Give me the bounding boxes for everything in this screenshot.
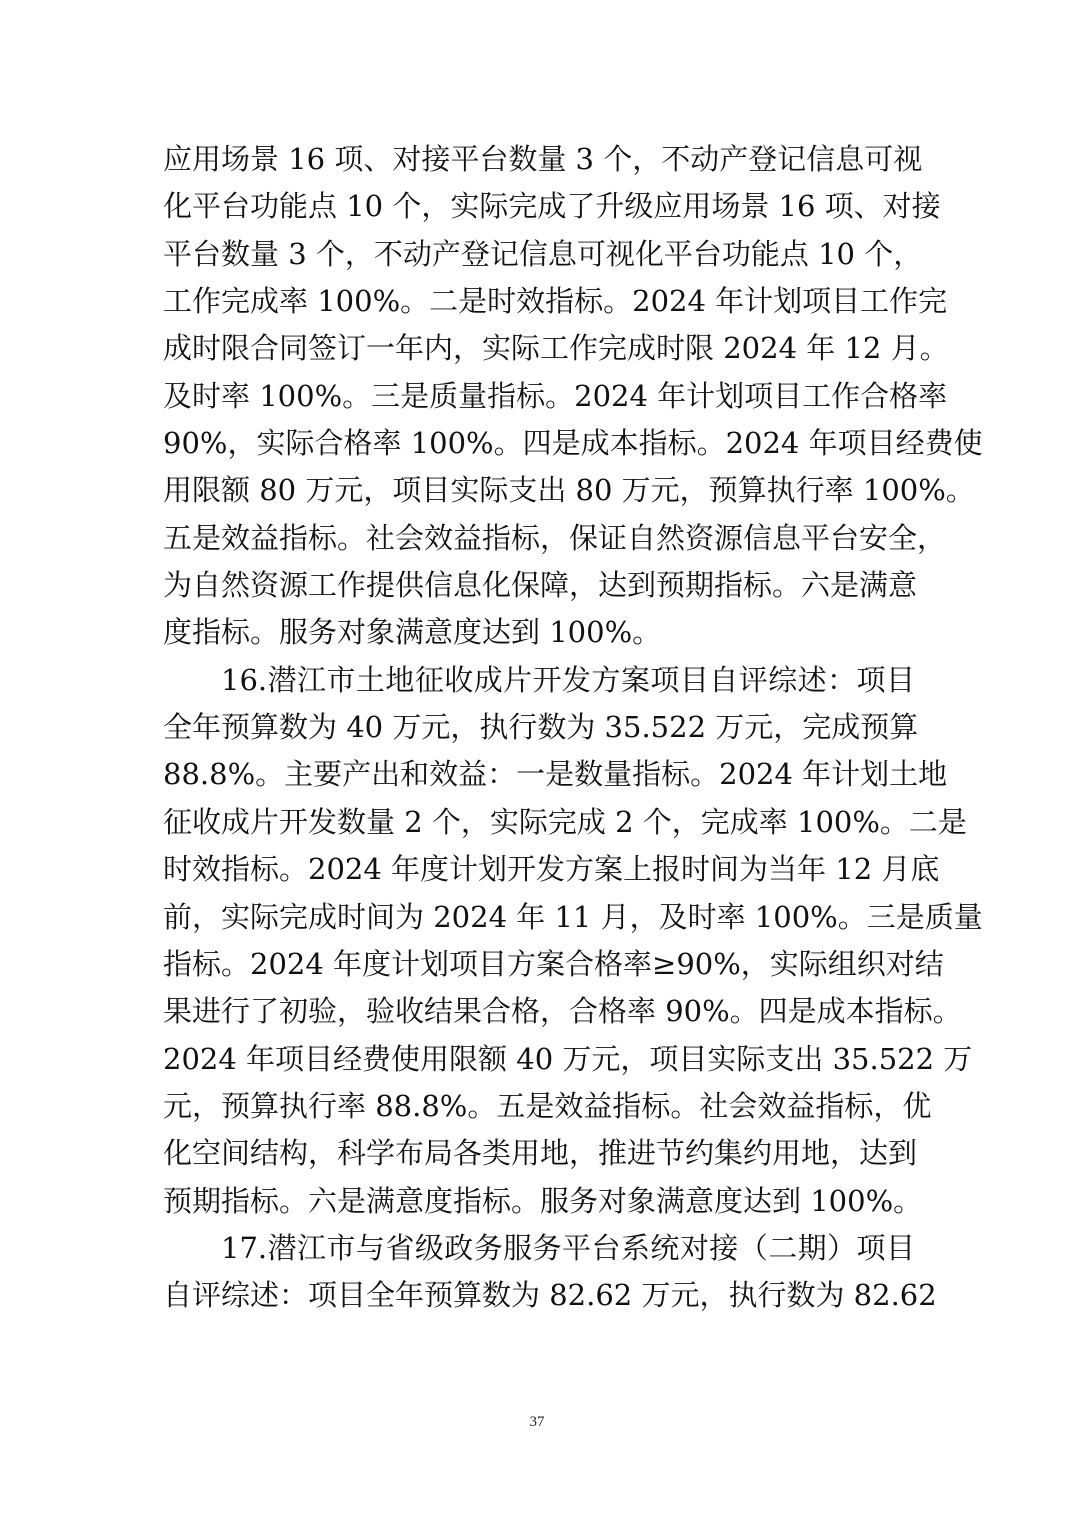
text-line: 征收成片开发数量 2 个，实际完成 2 个，完成率 100%。二是 bbox=[163, 804, 967, 839]
paragraph-16 bbox=[163, 657, 983, 1225]
text-line: 工作完成率 100%。二是时效指标。2024 年计划项目工作完 bbox=[163, 284, 948, 319]
text-line: 果进行了初验，验收结果合格，合格率 90%。四是成本指标。 bbox=[163, 994, 962, 1029]
text-line: 90%，实际合格率 100%。四是成本指标。2024 年项目经费使 bbox=[163, 426, 983, 461]
text-line: 应用场景 16 项、对接平台数量 3 个，不动产登记信息可视 bbox=[163, 142, 923, 176]
text-line: 指标。2024 年度计划项目方案合格率≥90%，实际组织对结 bbox=[163, 946, 944, 981]
text-line: 成时限合同签订一年内，实际工作完成时限 2024 年 12 月。 bbox=[163, 331, 949, 366]
text-line: 用限额 80 万元，项目实际支出 80 万元，预算执行率 100%。 bbox=[163, 473, 975, 508]
page-number: 37 bbox=[529, 1414, 545, 1430]
text-line: 2024 年项目经费使用限额 40 万元，项目实际支出 35.522 万 bbox=[163, 1041, 973, 1076]
text-line: 度指标。服务对象满意度达到 100%。 bbox=[163, 615, 662, 650]
text-line-first: 17.潜江市与省级政务服务平台系统对接（二期）项目 bbox=[221, 1230, 915, 1265]
text-line: 预期指标。六是满意度指标。服务对象满意度达到 100%。 bbox=[163, 1183, 923, 1218]
text-line: 时效指标。2024 年度计划开发方案上报时间为当年 12 月底 bbox=[163, 852, 940, 887]
text-line: 全年预算数为 40 万元，执行数为 35.522 万元，完成预算 bbox=[163, 710, 919, 745]
text-line: 及时率 100%。三是质量指标。2024 年计划项目工作合格率 bbox=[163, 378, 948, 413]
text-line: 前，实际完成时间为 2024 年 11 月，及时率 100%。三是质量 bbox=[163, 899, 983, 934]
text-line: 元，预算执行率 88.8%。五是效益指标。社会效益指标，优 bbox=[163, 1088, 932, 1123]
text-line: 化空间结构，科学布局各类用地，推进节约集约用地，达到 bbox=[163, 1136, 918, 1171]
paragraph-17 bbox=[163, 1225, 937, 1320]
paragraph-15-continuation bbox=[163, 136, 983, 657]
text-line: 自评综述：项目全年预算数为 82.62 万元，执行数为 82.62 bbox=[163, 1278, 937, 1313]
document-body bbox=[163, 136, 983, 1320]
text-line: 五是效益指标。社会效益指标，保证自然资源信息平台安全， bbox=[163, 520, 947, 555]
text-line: 平台数量 3 个，不动产登记信息可视化平台功能点 10 个， bbox=[163, 236, 923, 271]
text-line-first: 16.潜江市土地征收成片开发方案项目自评综述：项目 bbox=[221, 662, 915, 697]
text-line: 为自然资源工作提供信息化保障，达到预期指标。六是满意 bbox=[163, 568, 918, 603]
text-line: 化平台功能点 10 个，实际完成了升级应用场景 16 项、对接 bbox=[163, 189, 941, 224]
text-line: 88.8%。主要产出和效益：一是数量指标。2024 年计划土地 bbox=[163, 757, 948, 792]
